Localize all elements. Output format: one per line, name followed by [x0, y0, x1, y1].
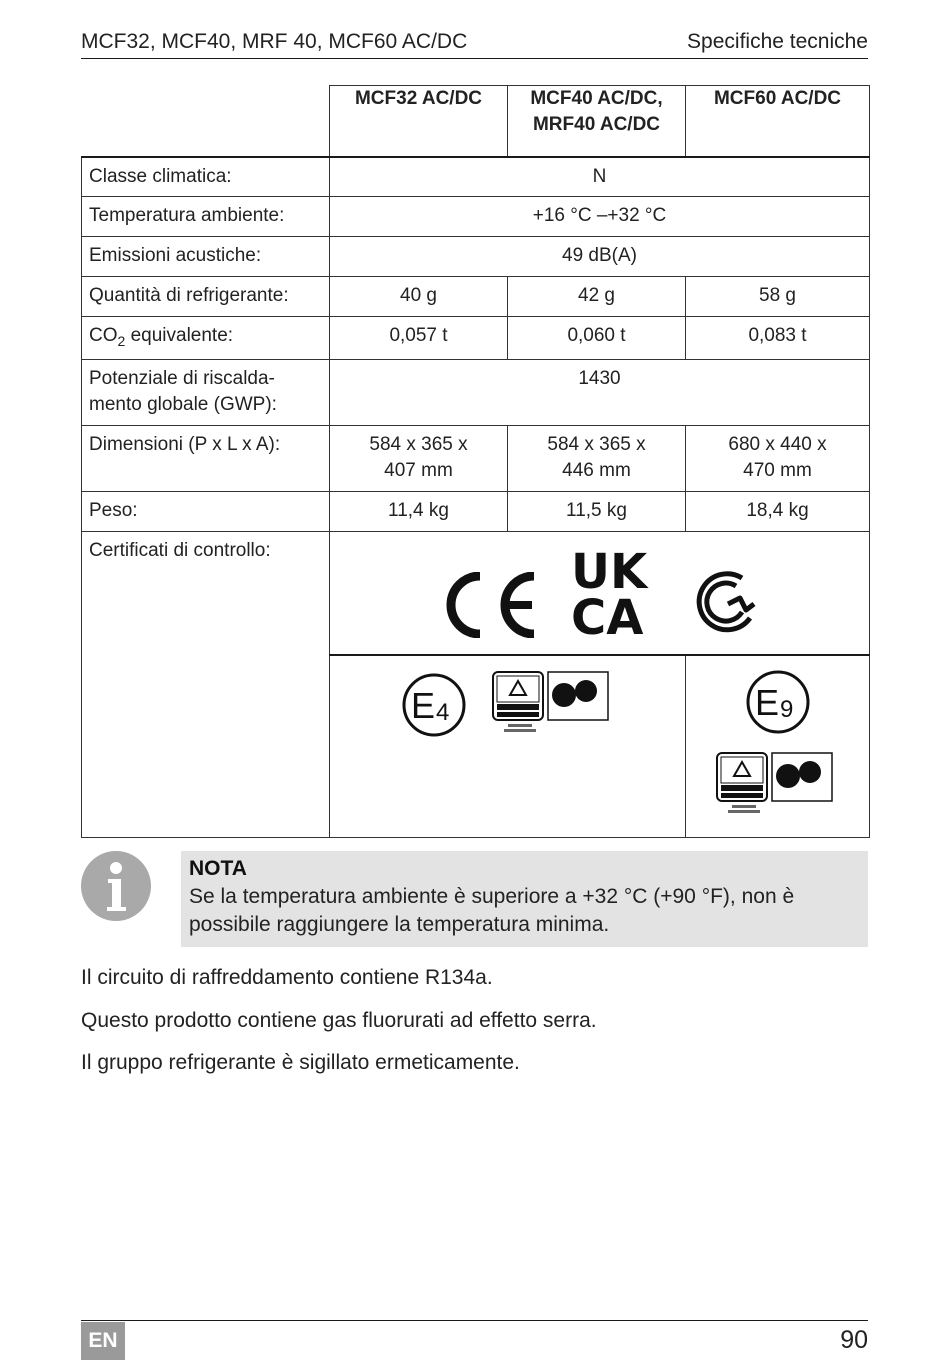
col-header-mcf60: MCF60 AC/DC — [686, 86, 870, 157]
e9-letter: E — [755, 682, 780, 723]
note-box — [181, 851, 868, 947]
header-models: MCF32, MCF40, MRF 40, MCF60 AC/DC — [81, 30, 468, 53]
header-empty-cell — [82, 86, 330, 157]
row-label-dimensions: Dimensioni (P x L x A): — [82, 426, 330, 492]
table-row — [82, 426, 870, 492]
row-label-climate: Classe climatica: — [82, 157, 330, 197]
cell-dim-mcf60 — [686, 426, 870, 492]
footer-divider — [81, 1320, 868, 1321]
e4-mark-icon — [401, 672, 467, 738]
paragraph-sealed: Il gruppo refrigerante è sigillato ermeticamente. — [81, 1051, 520, 1074]
table-row — [82, 360, 870, 426]
co2-sub: 2 — [117, 332, 126, 349]
row-value-climate: N — [330, 157, 870, 197]
row-label-certificates: Certificati di controllo: — [82, 532, 330, 838]
row-value-gwp: 1430 — [330, 360, 870, 426]
gwp-label-line2: mento globale (GWP): — [89, 394, 277, 415]
row-label-noise: Emissioni acustiche: — [82, 237, 330, 277]
tuv-gs-mark-icon — [716, 752, 836, 818]
cell-dim-mcf40 — [508, 426, 686, 492]
cert-marks-all — [330, 532, 870, 656]
cert-marks-mcf60 — [686, 655, 870, 838]
ua-conformity-mark-icon — [690, 568, 758, 638]
table-row — [82, 277, 870, 317]
cell-dim-mcf32 — [330, 426, 508, 492]
paragraph-refrigerant: Il circuito di raffreddamento contiene R134a. — [81, 966, 493, 989]
row-label-refrigerant: Quantità di refrigerante: — [82, 277, 330, 317]
e9-mark-icon — [745, 669, 811, 735]
e4-letter: E — [411, 685, 436, 726]
note-text: Se la temperatura ambiente è superiore a +32 °C (+90 °F), non è possibile raggiungere la temperatura minima. — [189, 885, 795, 936]
cell-refrigerant-mcf32: 40 g — [330, 277, 508, 317]
col-header-mcf40-line1: MCF40 AC/DC, — [530, 88, 663, 109]
cell-refrigerant-mcf60: 58 g — [686, 277, 870, 317]
dim-mcf40-line1: 584 x 365 x — [547, 434, 646, 455]
ukca-bottom-text: CA — [571, 590, 644, 636]
table-row — [82, 157, 870, 197]
col-header-mcf40-line2: MRF40 AC/DC — [532, 114, 661, 135]
ce-mark-icon — [442, 572, 538, 638]
page-header — [81, 28, 868, 59]
dim-mcf60-line1: 680 x 440 x — [728, 434, 827, 455]
table-row — [82, 197, 870, 237]
gwp-label-line1: Potenziale di riscalda- — [89, 368, 275, 389]
table-row — [82, 237, 870, 277]
co2-main: CO — [89, 325, 118, 346]
row-value-temp: +16 °C –+32 °C — [330, 197, 870, 237]
cert-marks-mcf32-mcf40 — [330, 655, 686, 838]
spec-table — [81, 85, 870, 838]
e4-number: 4 — [436, 699, 450, 726]
cell-weight-mcf32: 11,4 kg — [330, 492, 508, 532]
ukca-top-text: UK — [571, 548, 648, 600]
cell-weight-mcf40: 11,5 kg — [508, 492, 686, 532]
col-header-mcf40 — [508, 86, 686, 157]
paragraph-fluorinated-gas: Questo prodotto contiene gas fluorurati ad effetto serra. — [81, 1009, 597, 1032]
note-title: NOTA — [189, 857, 247, 880]
cell-co2-mcf32: 0,057 t — [330, 317, 508, 360]
row-label-temp: Temperatura ambiente: — [82, 197, 330, 237]
table-row — [82, 532, 870, 656]
table-header-row — [82, 86, 870, 157]
row-label-gwp — [82, 360, 330, 426]
language-badge: EN — [81, 1322, 125, 1360]
cell-co2-mcf40: 0,060 t — [508, 317, 686, 360]
ukca-mark-icon — [571, 548, 657, 636]
e9-number: 9 — [780, 696, 794, 723]
row-label-weight: Peso: — [82, 492, 330, 532]
dim-mcf32-line1: 584 x 365 x — [369, 434, 468, 455]
dim-mcf60-line2: 470 mm — [743, 460, 812, 481]
dim-mcf40-line2: 446 mm — [562, 460, 631, 481]
row-value-noise: 49 dB(A) — [330, 237, 870, 277]
dim-mcf32-line2: 407 mm — [384, 460, 453, 481]
info-icon — [81, 851, 151, 921]
row-label-co2 — [82, 317, 330, 360]
cell-co2-mcf60: 0,083 t — [686, 317, 870, 360]
header-section: Specifiche tecniche — [687, 30, 868, 53]
cell-weight-mcf60: 18,4 kg — [686, 492, 870, 532]
col-header-mcf32: MCF32 AC/DC — [330, 86, 508, 157]
table-row — [82, 317, 870, 360]
co2-rest: equivalente: — [125, 325, 234, 346]
page-number: 90 — [840, 1326, 868, 1354]
cell-refrigerant-mcf40: 42 g — [508, 277, 686, 317]
table-row — [82, 492, 870, 532]
tuv-gs-mark-icon — [492, 671, 612, 737]
